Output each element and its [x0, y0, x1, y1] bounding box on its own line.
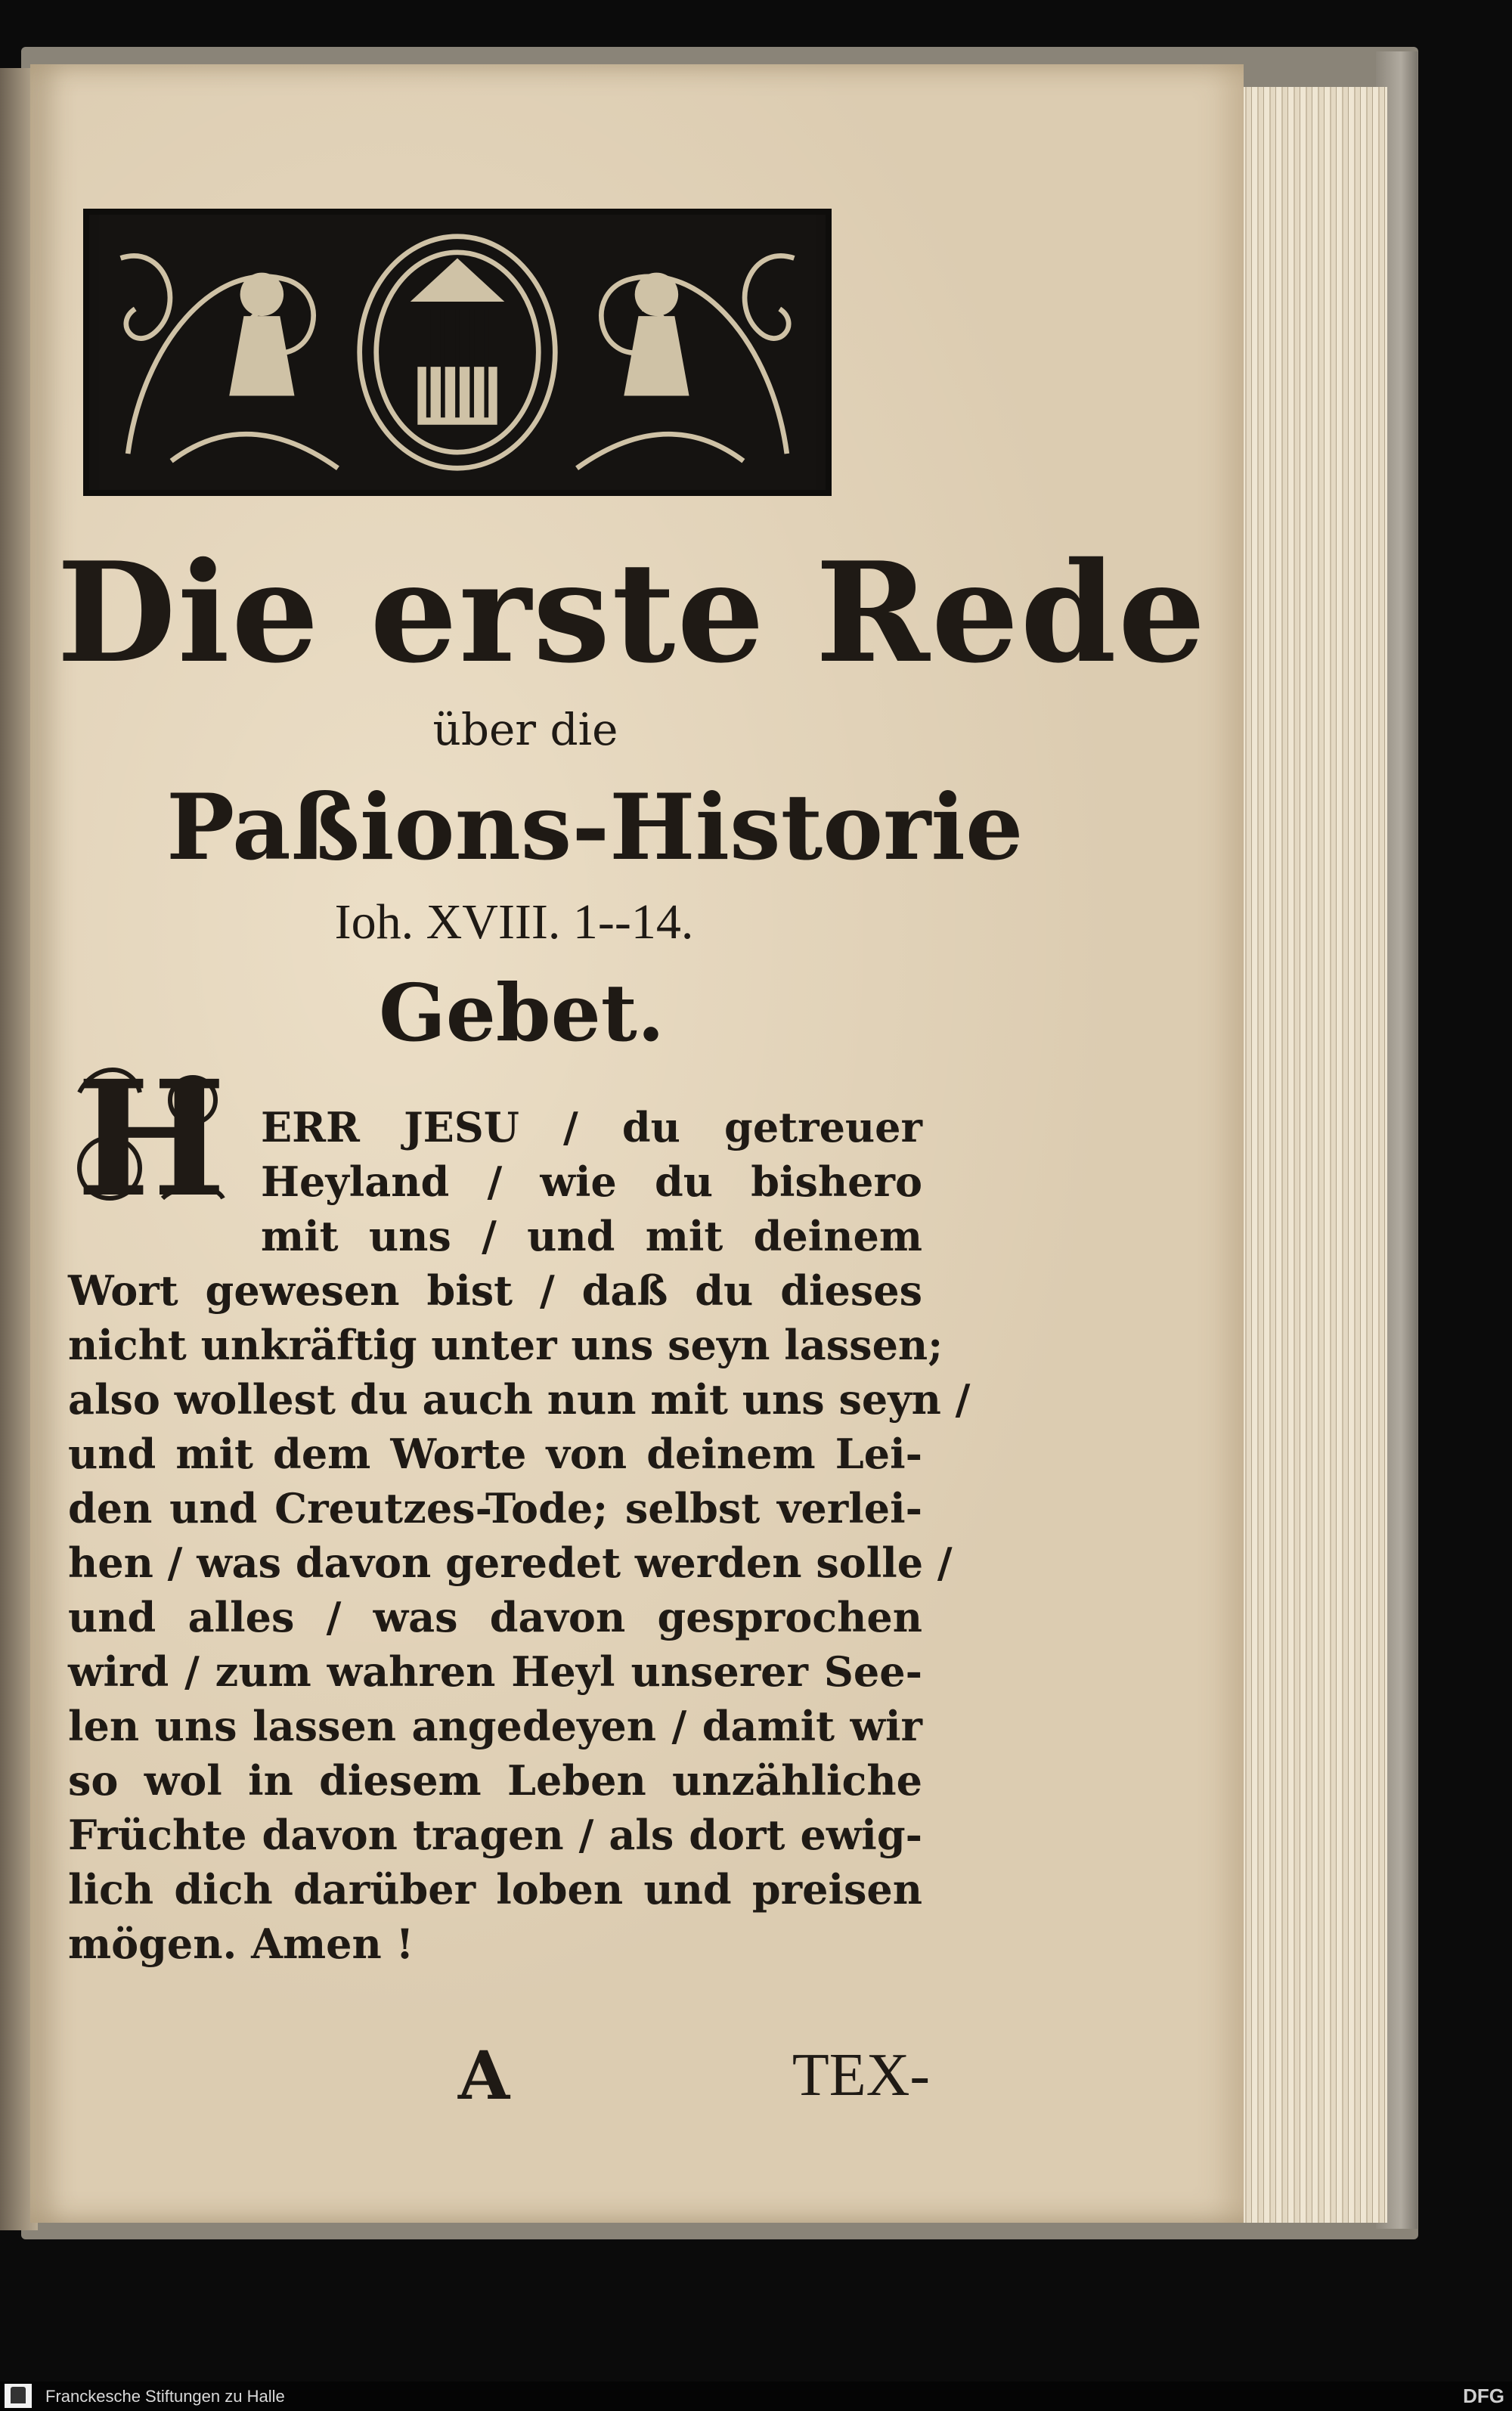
prayer-line-8: den und Creutzes-Tode; selbst verlei- [68, 1484, 922, 1532]
catchword: TEX- [792, 2042, 930, 2109]
prayer-line-1: ERR JESU / du getreuer [261, 1103, 922, 1151]
prayer-line-3: mit uns / und mit deinem [261, 1212, 922, 1260]
page-stack-edges [1240, 87, 1387, 2223]
institution-name: Franckesche Stiftungen zu Halle [45, 2387, 285, 2406]
prayer-line-15: lich dich darüber loben und preisen [68, 1865, 922, 1914]
decorated-initial [64, 1047, 238, 1213]
prayer-line-2: Heyland / wie du bishero [261, 1157, 922, 1206]
prayer-line-4: Wort gewesen bist / daß du dieses [68, 1266, 922, 1315]
initial-letter: H [76, 1047, 227, 1213]
prayer-line-12: len uns lassen angedeyen / damit wir [68, 1702, 922, 1750]
funder-logo: DFG [1463, 2385, 1504, 2407]
prayer-line-7: und mit dem Worte von deinem Lei- [68, 1430, 922, 1478]
ornament-illustration [89, 215, 826, 490]
prayer-line-6: also wollest du auch nun mit uns seyn / [68, 1375, 971, 1424]
signature-mark: A [457, 2036, 510, 2115]
prayer-line-5: nicht unkräftig unter uns seyn lassen; [68, 1321, 943, 1369]
prayer-line-10: und alles / was davon gesprochen [68, 1593, 922, 1641]
page-title: Die erste Rede [57, 531, 1207, 693]
page-subtitle: über die [432, 704, 618, 755]
prayer-line-9: hen / was davon geredet werden solle / [68, 1539, 953, 1587]
institution-logo-icon [5, 2384, 32, 2408]
scripture-reference: Ioh. XVIII. 1--14. [334, 894, 694, 950]
prayer-line-14: Früchte davon tragen / als dort ewig- [68, 1811, 922, 1859]
page-subject: Paßions-Historie [166, 774, 1024, 881]
prayer-line-16: mögen. Amen ! [68, 1920, 414, 1968]
prayer-line-13: so wol in diesem Leben unzähliche [68, 1756, 922, 1805]
prayer-line-11: wird / zum wahren Heyl unserer See- [68, 1647, 922, 1696]
section-heading: Gebet. [378, 966, 665, 1059]
woodcut-headpiece [83, 209, 832, 496]
